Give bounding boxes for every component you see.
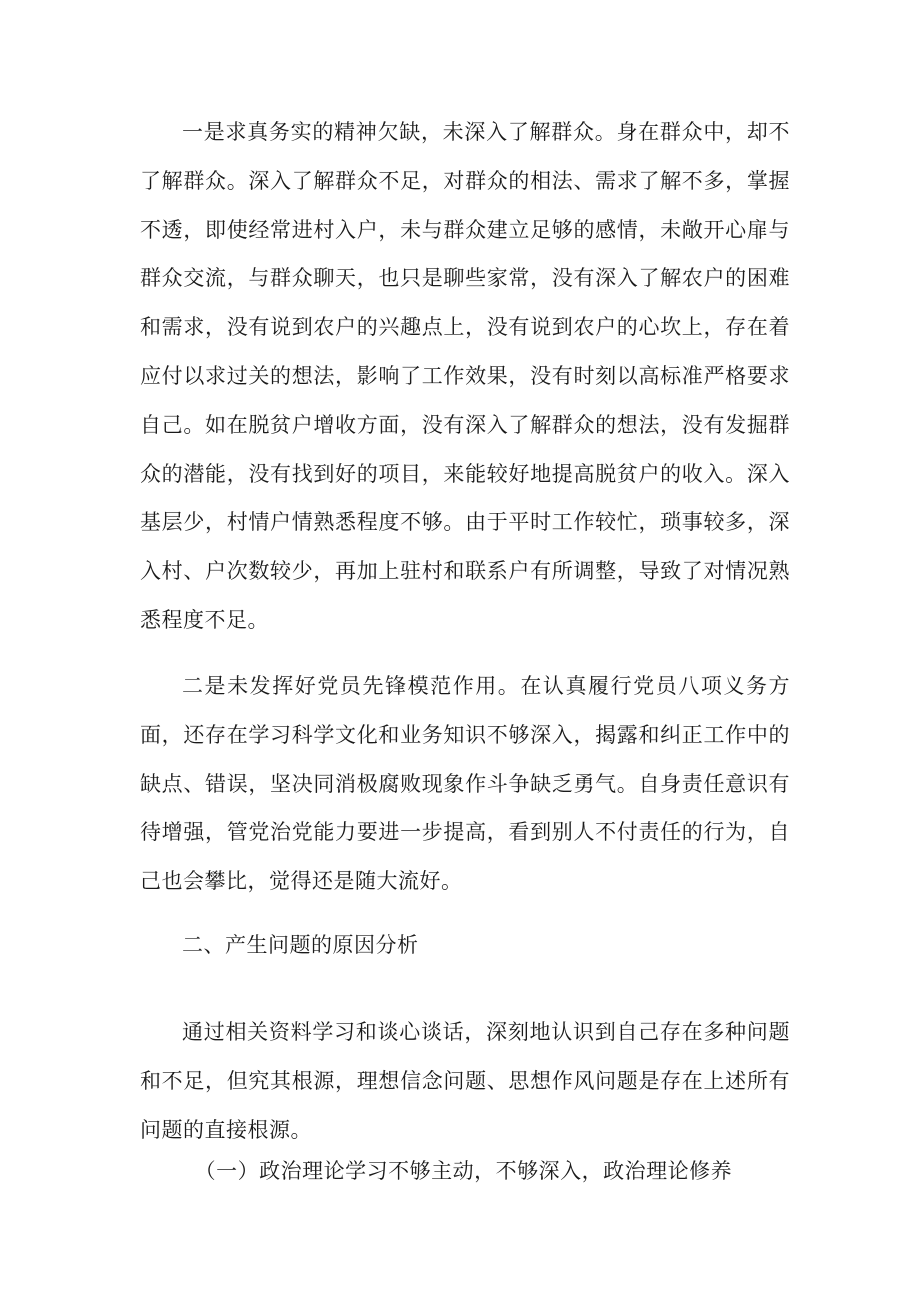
paragraph-problem-one: 一是求真务实的精神欠缺，未深入了解群众。身在群众中，却不了解群众。深入了解群众不足，对群众的相法、需求了解不多，掌握不透，即使经常进村入户，未与群众建立足够的感情，未敞开心扉与群众交流，与群众聊天，也只是聊些家常，没有深入了解农户的困难和需求，没有说到农户的兴趣点上，没有说到农户的心坎上，存在着应付以求过关的想法，影响了工作效果，没有时刻以高标准严格要求自己。如在脱贫户增收方面，没有深入了解群众的想法，没有发掘群众的潜能，没有找到好的项目，来能较好地提高脱贫户的收入。深入基层少，村情户情熟悉程度不够。由于平时工作较忙，琐事较多，深入村、户次数较少，再加上驻村和联系户有所调整，导致了对情况熟悉程度不足。 (140, 120, 790, 632)
subheading-political-theory: （一）政治理论学习不够主动，不够深入，政治理论修养 (194, 1159, 733, 1183)
paragraph-cause-summary: 通过相关资料学习和谈心谈话，深刻地认识到自己存在多种问题和不足，但究其根源，理想信念问题、思想作风问题是存在上述所有问题的直接根源。 (140, 1020, 790, 1142)
section-heading-cause-analysis: 二、产生问题的原因分析 (182, 933, 419, 957)
paragraph-problem-two: 二是未发挥好党员先锋模范作用。在认真履行党员八项义务方面，还存在学习科学文化和业务知识不够深入，揭露和纠正工作中的缺点、错误，坚决同消极腐败现象作斗争缺乏勇气。自身责任意识有待增强，管党治党能力要进一步提高，看到别人不付责任的行为，自己也会攀比，觉得还是随大流好。 (140, 674, 790, 894)
